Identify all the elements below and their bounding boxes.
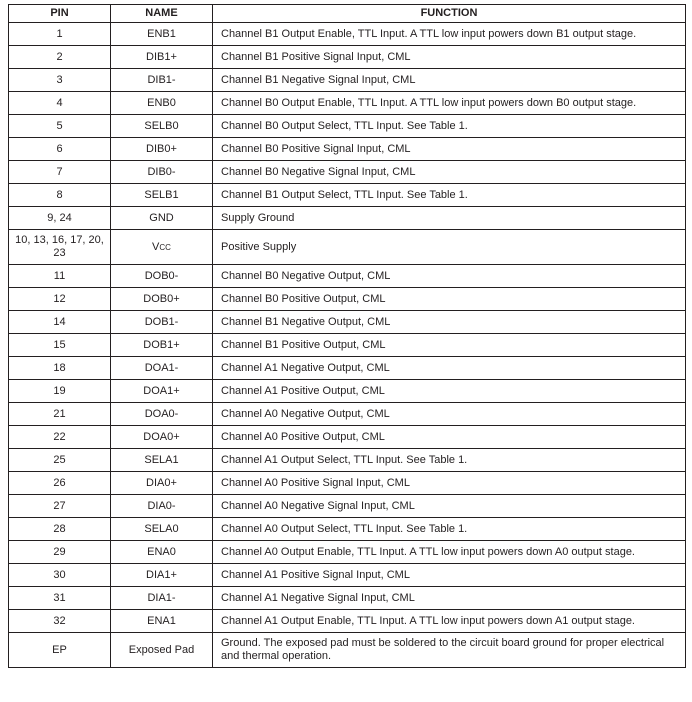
- table-row: [9, 587, 686, 610]
- table-row: [9, 380, 686, 403]
- function-cell: Ground. The exposed pad must be soldered to the circuit board ground for proper electrical and thermal operation.: [213, 633, 686, 668]
- table-row: [9, 334, 686, 357]
- pin-cell: 32: [9, 610, 111, 633]
- name-cell: DIB0+: [111, 138, 213, 161]
- name-cell: DOB1-: [111, 311, 213, 334]
- pin-cell: 12: [9, 288, 111, 311]
- pin-cell: 7: [9, 161, 111, 184]
- name-cell: DOB1+: [111, 334, 213, 357]
- table-row: [9, 265, 686, 288]
- function-cell: Channel A0 Negative Output, CML: [213, 403, 686, 426]
- pin-cell: 27: [9, 495, 111, 518]
- function-cell: Channel A0 Positive Output, CML: [213, 426, 686, 449]
- table-row: [9, 357, 686, 380]
- table-row: [9, 288, 686, 311]
- function-cell: Channel B1 Positive Signal Input, CML: [213, 46, 686, 69]
- pin-cell: 9, 24: [9, 207, 111, 230]
- table-row: [9, 518, 686, 541]
- table-row: [9, 161, 686, 184]
- pin-cell: 29: [9, 541, 111, 564]
- pin-cell: EP: [9, 633, 111, 668]
- pin-cell: 31: [9, 587, 111, 610]
- table-row: [9, 403, 686, 426]
- function-cell: Channel A1 Positive Signal Input, CML: [213, 564, 686, 587]
- function-cell: Channel B1 Positive Output, CML: [213, 334, 686, 357]
- function-cell: Channel B0 Negative Signal Input, CML: [213, 161, 686, 184]
- table-row: [9, 184, 686, 207]
- function-cell: Channel A0 Output Select, TTL Input. See Table 1.: [213, 518, 686, 541]
- header-name: NAME: [111, 5, 213, 23]
- name-cell: DIA0-: [111, 495, 213, 518]
- name-cell: DOA0-: [111, 403, 213, 426]
- name-cell: GND: [111, 207, 213, 230]
- table-row: [9, 633, 686, 668]
- name-cell: Exposed Pad: [111, 633, 213, 668]
- table-row: [9, 92, 686, 115]
- pin-cell: 10, 13, 16, 17, 20, 23: [9, 230, 111, 265]
- table-row: [9, 472, 686, 495]
- pin-cell: 14: [9, 311, 111, 334]
- pin-cell: 15: [9, 334, 111, 357]
- function-cell: Channel B0 Positive Signal Input, CML: [213, 138, 686, 161]
- pin-cell: 26: [9, 472, 111, 495]
- name-cell: DOA1+: [111, 380, 213, 403]
- function-cell: Channel A1 Output Enable, TTL Input. A TTL low input powers down A1 output stage.: [213, 610, 686, 633]
- function-cell: Channel B0 Output Enable, TTL Input. A TTL low input powers down B0 output stage.: [213, 92, 686, 115]
- function-cell: Channel A0 Positive Signal Input, CML: [213, 472, 686, 495]
- function-cell: Supply Ground: [213, 207, 686, 230]
- function-cell: Channel A0 Output Enable, TTL Input. A TTL low input powers down A0 output stage.: [213, 541, 686, 564]
- table-row: [9, 541, 686, 564]
- table-row: [9, 138, 686, 161]
- name-cell: DIB1-: [111, 69, 213, 92]
- pin-cell: 3: [9, 69, 111, 92]
- name-cell: VCC: [111, 230, 213, 265]
- pin-cell: 1: [9, 23, 111, 46]
- table-row: [9, 69, 686, 92]
- pin-cell: 19: [9, 380, 111, 403]
- function-cell: Channel A1 Positive Output, CML: [213, 380, 686, 403]
- table-row: [9, 46, 686, 69]
- name-cell: DIA1+: [111, 564, 213, 587]
- pin-cell: 30: [9, 564, 111, 587]
- header-function: FUNCTION: [213, 5, 686, 23]
- name-cell: DOB0-: [111, 265, 213, 288]
- pin-cell: 5: [9, 115, 111, 138]
- function-cell: Channel B1 Negative Signal Input, CML: [213, 69, 686, 92]
- function-cell: Channel A1 Output Select, TTL Input. See Table 1.: [213, 449, 686, 472]
- function-cell: Channel A1 Negative Signal Input, CML: [213, 587, 686, 610]
- name-cell: DIA1-: [111, 587, 213, 610]
- table-row: [9, 426, 686, 449]
- header-pin: PIN: [9, 5, 111, 23]
- table-row: [9, 23, 686, 46]
- pin-cell: 11: [9, 265, 111, 288]
- pin-cell: 18: [9, 357, 111, 380]
- function-cell: Channel B1 Output Enable, TTL Input. A TTL low input powers down B1 output stage.: [213, 23, 686, 46]
- table-header-row: [9, 5, 686, 23]
- name-cell: DOA1-: [111, 357, 213, 380]
- function-cell: Channel B1 Output Select, TTL Input. See Table 1.: [213, 184, 686, 207]
- name-cell: DOA0+: [111, 426, 213, 449]
- table-row: [9, 610, 686, 633]
- pin-description-table-container: [8, 4, 686, 668]
- pin-cell: 21: [9, 403, 111, 426]
- table-row: [9, 115, 686, 138]
- function-cell: Channel A0 Negative Signal Input, CML: [213, 495, 686, 518]
- table-row: [9, 564, 686, 587]
- pin-description-table: [8, 4, 686, 668]
- table-body: [9, 23, 686, 668]
- table-row: [9, 207, 686, 230]
- name-cell: SELB1: [111, 184, 213, 207]
- table-row: [9, 230, 686, 265]
- function-cell: Positive Supply: [213, 230, 686, 265]
- name-cell: ENA0: [111, 541, 213, 564]
- function-cell: Channel B1 Negative Output, CML: [213, 311, 686, 334]
- table-row: [9, 311, 686, 334]
- name-cell: ENB1: [111, 23, 213, 46]
- table-row: [9, 495, 686, 518]
- function-cell: Channel B0 Negative Output, CML: [213, 265, 686, 288]
- name-cell: SELB0: [111, 115, 213, 138]
- name-cell: DIA0+: [111, 472, 213, 495]
- name-cell: SELA0: [111, 518, 213, 541]
- function-cell: Channel B0 Output Select, TTL Input. See Table 1.: [213, 115, 686, 138]
- function-cell: Channel A1 Negative Output, CML: [213, 357, 686, 380]
- pin-cell: 8: [9, 184, 111, 207]
- name-cell: DIB1+: [111, 46, 213, 69]
- pin-cell: 6: [9, 138, 111, 161]
- pin-cell: 22: [9, 426, 111, 449]
- pin-cell: 4: [9, 92, 111, 115]
- table-row: [9, 449, 686, 472]
- name-cell: DIB0-: [111, 161, 213, 184]
- name-cell: DOB0+: [111, 288, 213, 311]
- name-cell: ENB0: [111, 92, 213, 115]
- function-cell: Channel B0 Positive Output, CML: [213, 288, 686, 311]
- name-cell: ENA1: [111, 610, 213, 633]
- pin-cell: 2: [9, 46, 111, 69]
- pin-cell: 25: [9, 449, 111, 472]
- pin-cell: 28: [9, 518, 111, 541]
- name-cell: SELA1: [111, 449, 213, 472]
